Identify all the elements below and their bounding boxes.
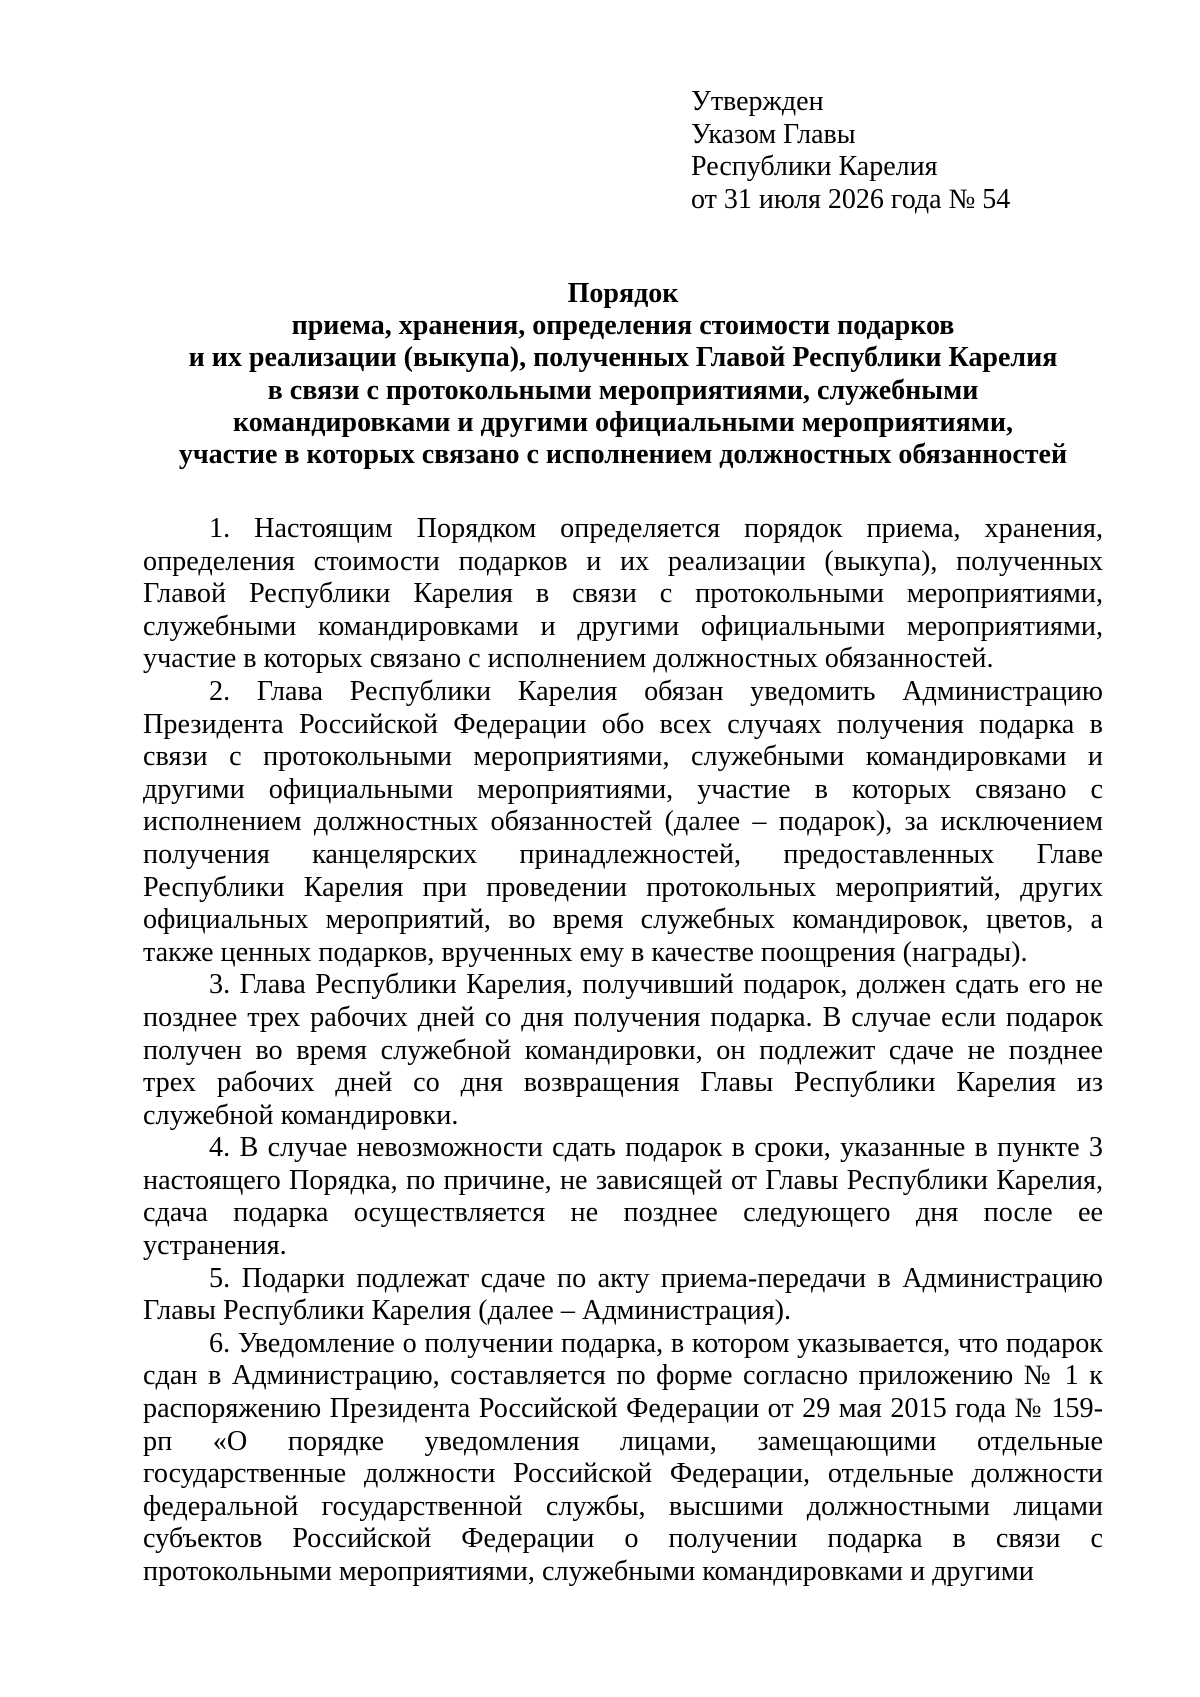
title-line: приема, хранения, определения стоимости подарков xyxy=(291,310,955,342)
approval-stamp xyxy=(691,86,1010,216)
paragraph-2: 2. Глава Республики Карелия обязан уведомить Администрацию Президента Российской Федерации обо всех случаях получения подарка в связи с протокольными мероприятиями, служебными командировками и другими официальными мероприятиями, участие в которых связано с исполнением должностных обязанностей (далее – подарок), за исключением получения канцелярских принадлежностей, предоставленных Главе Республики Карелия при проведении протокольных мероприятий, других официальных мероприятий, во время служебных командировок, цветов, а также ценных подарков, врученных ему в качестве поощрения (награды). xyxy=(143,675,1103,968)
title-heading: Порядок xyxy=(567,278,679,309)
paragraph-5: 5. Подарки подлежат сдаче по акту приема-передачи в Администрацию Главы Республики Карелия (далее – Администрация). xyxy=(143,1262,1103,1327)
approval-line-3: Республики Карелия xyxy=(691,151,938,182)
title-line: командировками и другими официальными мероприятиями, xyxy=(232,406,1014,438)
document-title xyxy=(143,278,1103,471)
approval-line-1: Утвержден xyxy=(691,86,824,117)
document-body xyxy=(143,513,1103,1589)
approval-line-4: от 31 июля 2026 года № 54 xyxy=(691,183,1011,215)
paragraph-1: 1. Настоящим Порядком определяется порядок приема, хранения, определения стоимости подарков и их реализации (выкупа), полученных Главой Республики Карелия в связи с протокольными мероприятиями, служебными командировками и другими официальными мероприятиями, участие в которых связано с исполнением должностных обязанностей. xyxy=(143,513,1103,675)
paragraph-3: 3. Глава Республики Карелия, получивший подарок, должен сдать его не позднее трех рабочих дней со дня получения подарка. В случае если подарок получен во время служебной командировки, он подлежит сдаче не позднее трех рабочих дней со дня возвращения Главы Республики Карелия из служебной командировки. xyxy=(143,969,1103,1131)
title-line: участие в которых связано с исполнением должностных обязанностей xyxy=(178,439,1068,471)
paragraph-6: 6. Уведомление о получении подарка, в котором указывается, что подарок сдан в Администрацию, составляется по форме согласно приложению № 1 к распоряжению Президента Российской Федерации от 29 мая 2015 года № 159-рп «О порядке уведомления лицами, замещающими отдельные государственные должности Российской Федерации, отдельные должности федеральной государственной службы, высшими должностными лицами субъектов Российской Федерации о получении подарка в связи с протокольными мероприятиями, служебными командировками и другими xyxy=(143,1327,1103,1587)
paragraph-4: 4. В случае невозможности сдать подарок в сроки, указанные в пункте 3 настоящего Порядка, по причине, не зависящей от Главы Республики Карелия, сдача подарка осуществляется не позднее следующего дня после ее устранения. xyxy=(143,1132,1103,1262)
title-line: в связи с протокольными мероприятиями, служебными xyxy=(267,374,979,406)
approval-line-2: Указом Главы xyxy=(691,118,856,150)
title-line: и их реализации (выкупа), полученных Главой Республики Карелия xyxy=(188,342,1058,374)
